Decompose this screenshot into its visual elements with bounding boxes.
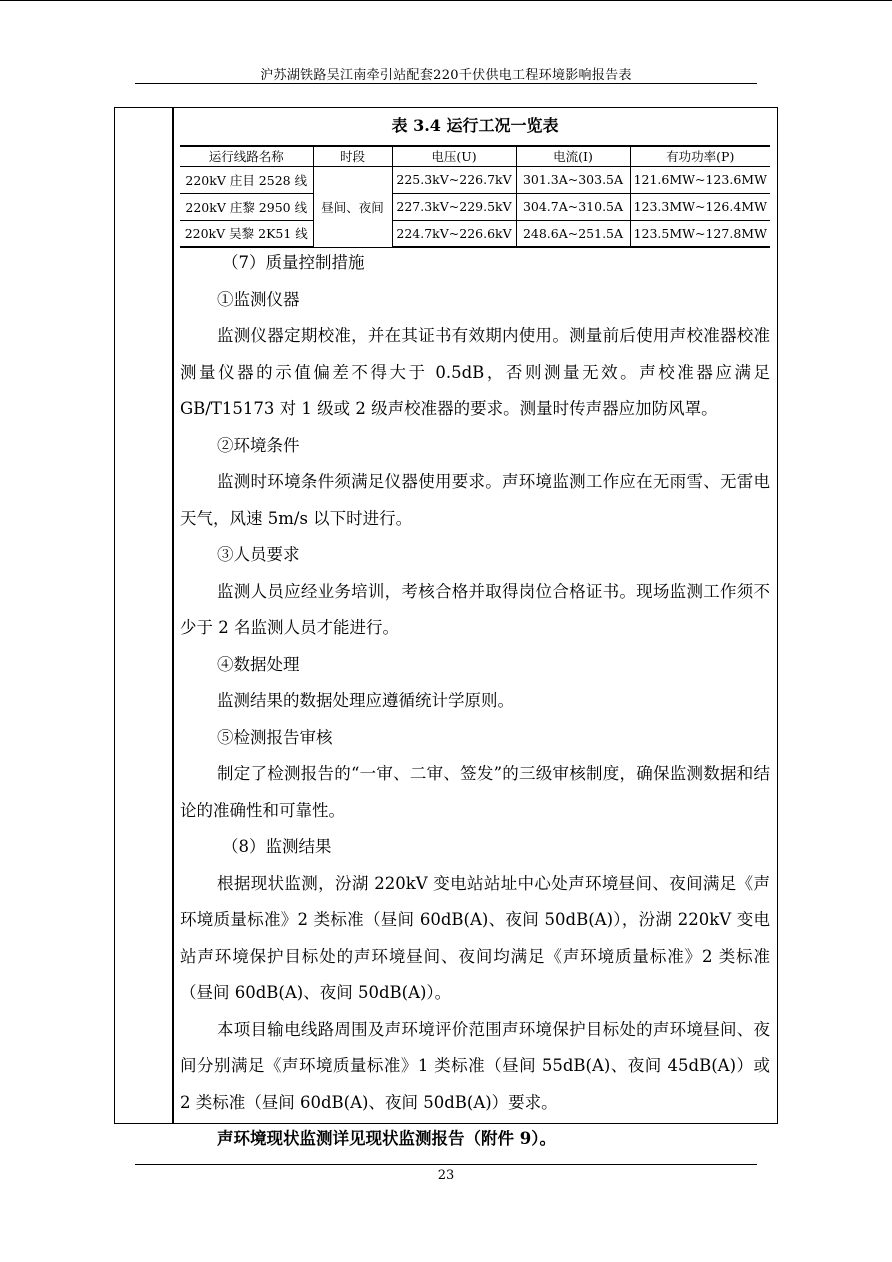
frame-left-column-divider <box>172 108 174 1123</box>
cell-line-name: 220kV 庄黎 2950 线 <box>180 193 313 220</box>
cell-line-name: 220kV 吴黎 2K51 线 <box>180 220 313 247</box>
paragraph-environment: 监测时环境条件须满足仪器使用要求。声环境监测工作应在无雨雪、无雷电天气，风速 5m/s 以下时进行。 <box>180 472 770 528</box>
page-number: 23 <box>437 1168 455 1183</box>
cell-current: 304.7A~310.5A <box>516 193 630 220</box>
table-header-row <box>180 146 770 166</box>
running-header: 沪苏湖铁路吴江南牵引站配套220千伏供电工程环境影响报告表 <box>260 68 632 83</box>
subheading-personnel: ③人员要求 <box>217 545 300 564</box>
cell-current: 248.6A~251.5A <box>516 220 630 247</box>
table-row <box>180 193 770 220</box>
cell-voltage: 227.3kV~229.5kV <box>392 193 516 220</box>
cell-power: 123.5MW~127.8MW <box>630 220 770 247</box>
cell-power: 121.6MW~123.6MW <box>630 166 770 193</box>
cell-line-name: 220kV 庄目 2528 线 <box>180 166 313 193</box>
section-heading-monitoring-results: （8）监测结果 <box>222 837 332 856</box>
subheading-environment: ②环境条件 <box>217 435 300 455</box>
operating-conditions-table <box>180 145 770 248</box>
subheading-instruments: ①监测仪器 <box>217 289 300 309</box>
paragraph-substation-results: 根据现状监测，汾湖 220kV 变电站站址中心处声环境昼间、夜间满足《声环境质量标准》2 类标准（昼间 60dB(A)、夜间 50dB(A)），汾湖 220kV 变电站声环境保护目标处的声环境昼间、夜间均满足《声环境质量标准》2 类标准（昼间 60dB(A)、夜间 50dB(A)）。 <box>180 873 770 1002</box>
paragraph-data-processing: 监测结果的数据处理应遵循统计学原则。 <box>217 691 514 710</box>
header-rule <box>135 83 757 84</box>
table-row <box>180 220 770 247</box>
paragraph-personnel: 监测人员应经业务培训，考核合格并取得岗位合格证书。现场监测工作须不少于 2 名监测人员才能进行。 <box>180 581 770 637</box>
paragraph-report-reference: 声环境现状监测详见现状监测报告（附件 9）。 <box>217 1129 556 1148</box>
section-heading-quality-control: （7）质量控制措施 <box>222 253 365 272</box>
col-header-current: 电流(I) <box>516 146 630 166</box>
cell-voltage: 225.3kV~226.7kV <box>392 166 516 193</box>
cell-voltage: 224.7kV~226.6kV <box>392 220 516 247</box>
paragraph-instruments: 监测仪器定期校准，并在其证书有效期内使用。测量前后使用声校准器校准测量仪器的示值偏差不得大于 0.5dB，否则测量无效。声校准器应满足 GB/T15173 对 1 级或 2 级声校准器的要求。测量时传声器应加防风罩。 <box>180 326 770 418</box>
cell-period: 昼间、夜间 <box>313 166 392 247</box>
cell-current: 301.3A~303.5A <box>516 166 630 193</box>
col-header-active-power: 有功功率(P) <box>630 146 770 166</box>
col-header-period: 时段 <box>313 146 392 166</box>
col-header-line-name: 运行线路名称 <box>180 146 313 166</box>
subheading-report-review: ⑤检测报告审核 <box>217 727 333 747</box>
body-text <box>180 245 770 1158</box>
paragraph-line-results: 本项目输电线路周围及声环境评价范围声环境保护目标处的声环境昼间、夜间分别满足《声环境质量标准》1 类标准（昼间 55dB(A)、夜间 45dB(A)）或 2 类标准（昼间 60dB(A)、夜间 50dB(A)）要求。 <box>180 1019 770 1112</box>
paragraph-report-review: 制定了检测报告的“一审、二审、签发”的三级审核制度，确保监测数据和结论的准确性和可靠性。 <box>180 764 770 820</box>
footer-rule <box>135 1164 757 1165</box>
subheading-data-processing: ④数据处理 <box>217 654 300 674</box>
top-border-line <box>0 0 892 1</box>
cell-power: 123.3MW~126.4MW <box>630 193 770 220</box>
table-row <box>180 166 770 193</box>
table-title: 表 3.4 运行工况一览表 <box>391 116 559 135</box>
col-header-voltage: 电压(U) <box>392 146 516 166</box>
